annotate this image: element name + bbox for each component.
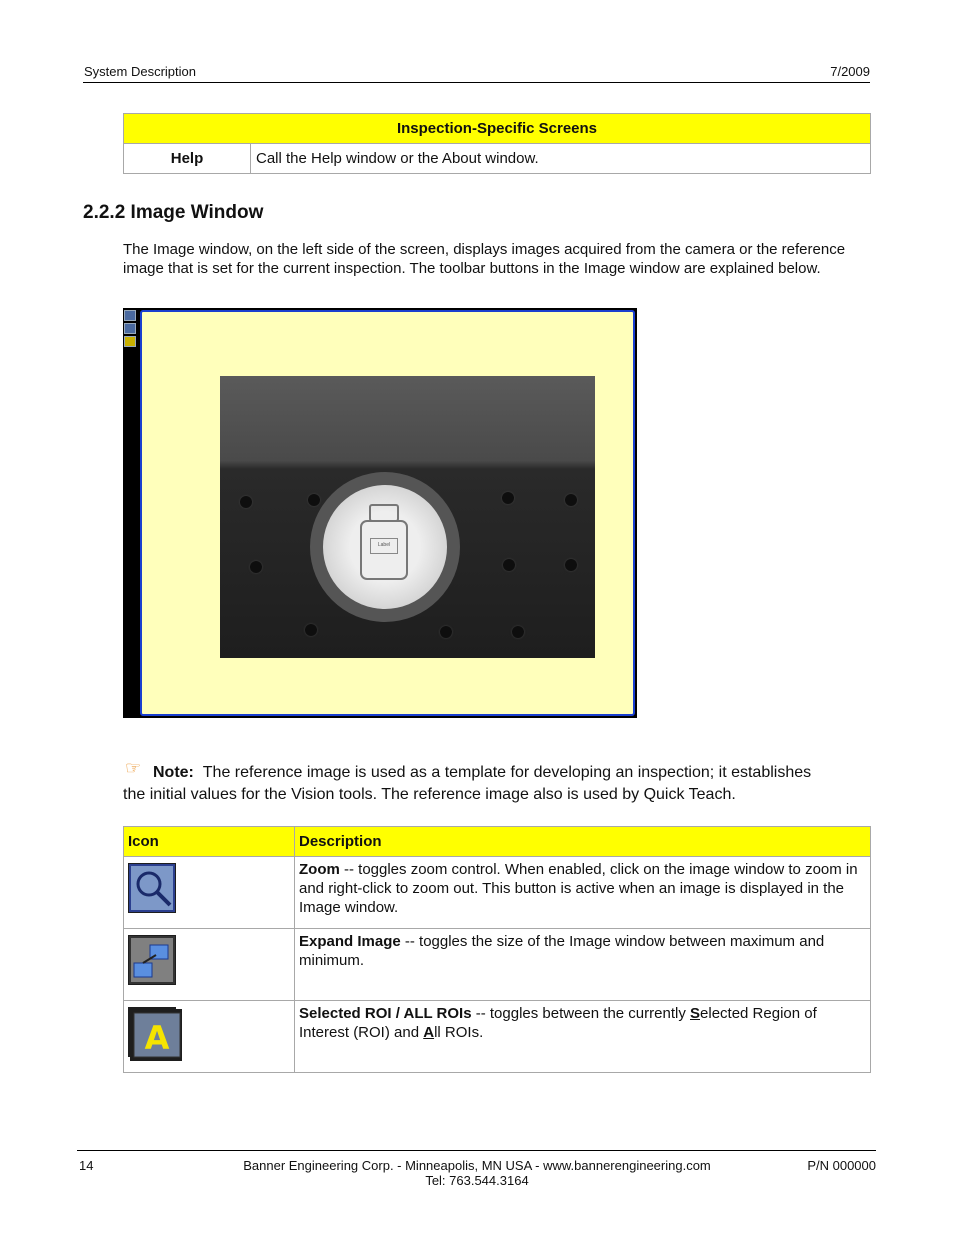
expand-image-icon[interactable]	[124, 323, 136, 334]
camera-image	[220, 376, 595, 658]
expand-desc: -- toggles the size of the Image window between maximum and minimum.	[299, 933, 825, 969]
expand-name: Expand Image	[299, 933, 401, 950]
roi-toggle-icon	[128, 1007, 176, 1057]
footer-line-2: Tel: 763.544.3164	[425, 1173, 529, 1188]
expand-image-icon	[128, 935, 176, 985]
zoom-name: Zoom	[299, 861, 340, 878]
roi-desc-s: S	[690, 1005, 701, 1022]
col-icon-header: Icon	[124, 827, 295, 857]
note-line-1	[153, 762, 868, 783]
note-text-1: The reference image is used as a template for developing an inspection; it establishes	[202, 764, 812, 781]
row-description: Call the Help window or the About window.	[251, 144, 871, 174]
note-line-2: the initial values for the Vision tools. The reference image also is used by Quick Teach.	[123, 786, 736, 803]
roi-desc-c: ll ROIs.	[434, 1024, 484, 1041]
zoom-icon[interactable]	[124, 310, 136, 321]
inspection-screens-table	[123, 113, 871, 174]
section-heading: 2.2.2 Image Window	[83, 202, 264, 223]
roi-toggle-icon[interactable]	[124, 336, 136, 347]
roi-name: Selected ROI / ALL ROIs	[299, 1005, 472, 1022]
note-label: Note:	[153, 764, 194, 781]
roi-desc-b: elected Region of Interest (ROI) and	[299, 1005, 817, 1041]
section-paragraph: The Image window, on the left side of the screen, displays images acquired from the camera or the reference image that is set for the current inspection. The toolbar buttons in the Image window are explained below.	[123, 241, 846, 277]
table-row	[124, 144, 871, 174]
part-number: P/N 000000	[807, 1158, 876, 1173]
table-row	[124, 857, 871, 929]
page-number: 14	[79, 1158, 94, 1173]
table-title: Inspection-Specific Screens	[124, 114, 871, 144]
roi-desc-a-letter: A	[423, 1024, 435, 1041]
toolbar-icons-table	[123, 826, 871, 1073]
table-row	[124, 1001, 871, 1073]
bottle-label: Label	[370, 538, 398, 554]
table-row	[124, 929, 871, 1001]
zoom-icon	[128, 863, 176, 913]
row-name: Help	[124, 144, 251, 174]
footer-line-1: Banner Engineering Corp. - Minneapolis, MN USA - www.bannerengineering.com	[243, 1158, 711, 1173]
zoom-desc: -- toggles zoom control. When enabled, click on the image window to zoom in and right-click to zoom out. This button is active when an image is displayed in the Image window.	[299, 861, 858, 916]
footer-divider	[77, 1150, 876, 1151]
image-panel	[140, 310, 635, 716]
header-left: System Description	[84, 64, 196, 79]
roi-desc-a: -- toggles between the currently	[471, 1005, 690, 1022]
header-right: 7/2009	[830, 64, 870, 79]
svg-text:A: A	[144, 1019, 170, 1057]
header-divider	[83, 82, 870, 83]
image-window-screenshot	[123, 308, 637, 718]
pointing-hand-icon: ☞	[125, 758, 142, 778]
col-desc-header: Description	[295, 827, 871, 857]
